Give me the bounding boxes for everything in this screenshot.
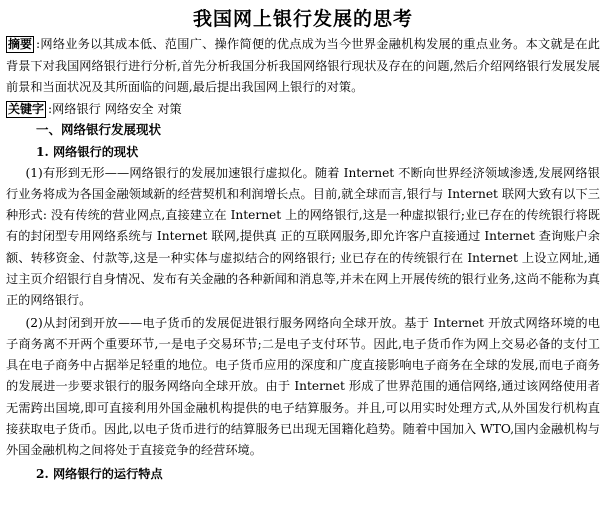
- section-heading: 一、网络银行发展现状: [36, 121, 162, 137]
- keywords: [6, 99, 600, 119]
- paragraph-1: (1)有形到无形——网络银行的发展加速银行虚拟化。随着 Internet 不断向世界经济领域渗透,发展网络银行业务将成为各国金融领域新的经营契机和利润增长点。目前,就全球而言,银行与 Internet 联网大致有以下三种形式: 没有传统的营业网点,直接建立在 Internet 上的网络银行,这是一种虚拟银行;业已存在的传统银行将既有的封闭型专用网络系统与 Internet 联网,提供真 正的互联网服务,即允许客户直接通过 Internet 查询账户余额、转移资金、付款等,这是一种实体与虚拟结合的网络银行; 业已存在的传统银行在 Internet 上设立网址,通过主页介绍银行自身情况、发布有关金融的各种新闻和消息等,并未在网上开展传统的银行业务,这尚不能称为真正的网络银行。: [6, 165, 600, 308]
- abstract-tag: 摘要: [8, 37, 33, 51]
- paragraph-2: (2)从封闭到开放——电子货币的发展促进银行服务网络向全球开放。基于 Internet 开放式网络环境的电子商务离不开两个重要环节,一是电子交易环节;二是电子支付环节。因此,电子货币作为网上交易必备的支付工具在电子商务中占据举足轻重的地位。电子货币应用的深度和广度直接影响电子商务在全球的发展,而电子商务的发展进一步要求银行的服务网络向全球开放。由于 Internet 形成了世界范围的通信网络,通过该网络使用者无需跨出国境,即可直接利用外国金融机构提供的电子结算服务。并且,可以用实时处理方式,从外国发行机构直接获取电子货币。因此,以电子货币进行的结算服务已出现无国籍化趋势。随着中国加入 WTO,国内金融机构与外国金融机构之间将处于直接竞争的经营环境。: [6, 315, 600, 458]
- subsection-heading-2: 2. 网络银行的运行特点: [36, 466, 163, 481]
- abstract-text: :网络业务以其成本低、范围广、操作简便的优点成为当今世界金融机构发展的重点业务。本文就是在此背景下对我国网络银行进行分析,首先分析我国分析我国网络银行现状及存在的问题,然后介绍网络银行发展发展前景和当面状况及其所面临的问题,最后提出我国网上银行的对策。: [6, 37, 600, 94]
- keywords-tag: 关键字: [8, 101, 45, 116]
- abstract: [6, 34, 600, 99]
- subsection-heading-1: 1. 网络银行的现状: [36, 144, 139, 159]
- document-title: 我国网上银行发展的思考: [192, 8, 413, 30]
- keywords-text: :网络银行 网络安全 对策: [48, 101, 182, 116]
